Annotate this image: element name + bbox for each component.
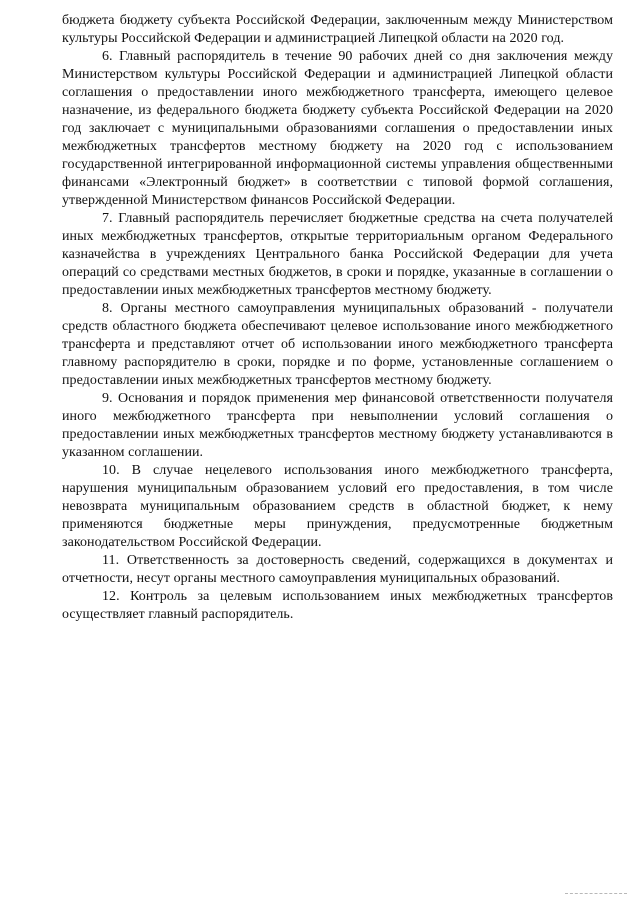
paragraph-6: 6. Главный распорядитель в течение 90 рабочих дней со дня заключения между Министерством культуры Российской Федерации и администрацией Липецкой области соглашения о предоставлении иного межбюджетного трансферта, имеющего целевое назначение, из федерального бюджета бюджету субъекта Российской Федерации на 2020 год заключает с муниципальными образованиями соглашения о предоставлении иных межбюджетных трансфертов местному бюджету на 2020 год с использованием государственной интегрированной информационной системы управления общественными финансами «Электронный бюджет» в соответствии с типовой формой соглашения, утвержденной Министерством финансов Российской Федерации. — [62, 49, 613, 208]
paragraph-continuation: бюджета бюджету субъекта Российской Федерации, заключенным между Министерством культуры Российской Федерации и администрацией Липецкой области на 2020 год. — [62, 13, 613, 46]
paragraph-11: 11. Ответственность за достоверность сведений, содержащихся в документах и отчетности, несут органы местного самоуправления муниципальных образований. — [62, 553, 613, 586]
scan-edge-line — [565, 893, 627, 894]
paragraph-12: 12. Контроль за целевым использованием иных межбюджетных трансфертов осуществляет главный распорядитель. — [62, 589, 613, 622]
paragraph-9: 9. Основания и порядок применения мер финансовой ответственности получателя иного межбюджетного трансферта при невыполнении условий соглашения о предоставлении иных межбюджетных трансфертов местному бюджету устанавливаются в указанном соглашении. — [62, 391, 613, 460]
paragraph-7: 7. Главный распорядитель перечисляет бюджетные средства на счета получателей иных межбюджетных трансфертов, открытые территориальным органом Федерального казначейства в учреждениях Центрального банка Российской Федерации для учета операций со средствами местных бюджетов, в сроки и порядке, указанные в соглашении о предоставлении иных межбюджетных трансфертов местному бюджету. — [62, 211, 613, 298]
paragraph-10: 10. В случае нецелевого использования иного межбюджетного трансферта, нарушения муниципальным образованием условий его предоставления, в том числе невозврата муниципальным образованием средств в областной бюджет, к нему применяются бюджетные меры принуждения, предусмотренные бюджетным законодательством Российской Федерации. — [62, 463, 613, 550]
document-body — [62, 12, 613, 624]
paragraph-8: 8. Органы местного самоуправления муниципальных образований - получатели средств областного бюджета обеспечивают целевое использование иного межбюджетного трансферта и представляют отчет об использовании иного межбюджетного трансферта главному распорядителю в сроки, порядке и по форме, установленные соглашением о предоставлении иных межбюджетных трансфертов местному бюджету. — [62, 301, 613, 388]
